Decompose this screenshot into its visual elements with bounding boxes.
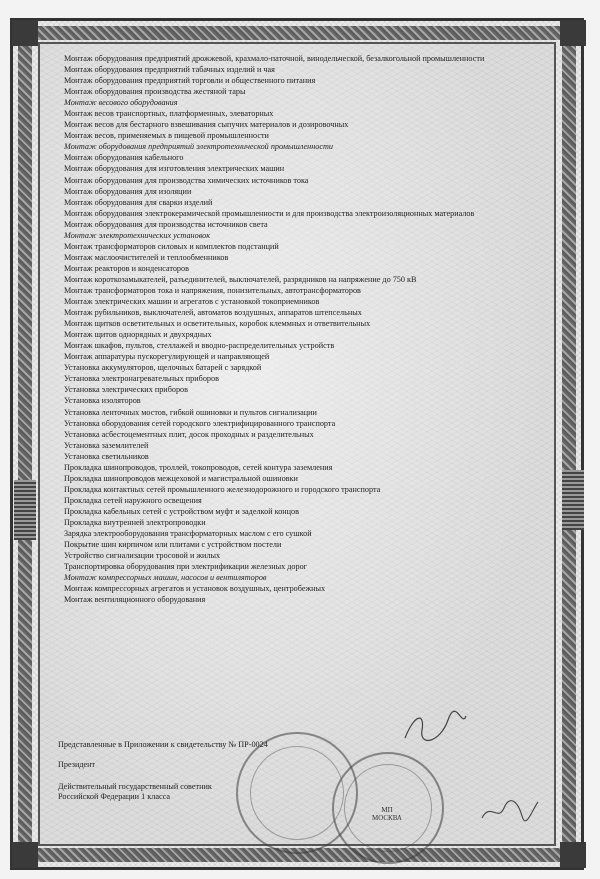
seal-text-top: МП [381, 806, 393, 814]
list-item: Установка электронагревательных приборов [64, 374, 219, 384]
corner-ornament-top-left [12, 20, 38, 46]
list-item: Монтаж реакторов и конденсаторов [64, 263, 189, 273]
list-item: Монтаж короткозамыкателей, разъединителей, выключателей, разрядников на напряжение до 750 кВ [64, 274, 417, 284]
list-item: Зарядка электрооборудования трансформаторных маслом с его сушкой [64, 529, 312, 539]
list-item: Установка аккумуляторов, щелочных батарей с зарядкой [64, 363, 262, 373]
list-item: Прокладка сетей наружного освещения [64, 495, 202, 505]
footer-president-label: Президент [58, 760, 96, 769]
list-item: Монтаж оборудования электрокерамической промышленности и для производства электроизоляционных материалов [64, 208, 475, 218]
list-item: Монтаж оборудования для изготовления электрических машин [64, 164, 285, 174]
list-item: Прокладка шинопроводов межцеховой и магистральной ошиновки [64, 473, 298, 483]
list-item: Монтаж оборудования предприятий торговли и общественного питания [64, 76, 316, 86]
list-item: Установка электрических приборов [64, 385, 189, 395]
list-item: Монтаж оборудования производства жестяной тары [64, 87, 246, 97]
list-item: Монтаж весов для бестарного взвешивания сыпучих материалов и дозировочных [64, 120, 349, 130]
signature-top [400, 708, 470, 748]
list-item: Монтаж оборудования кабельного [64, 153, 184, 163]
list-item: Установка изоляторов [64, 396, 141, 406]
list-item: Монтаж оборудования предприятий табачных изделий и чая [64, 65, 275, 75]
side-ornament-right [562, 470, 584, 530]
list-item: Монтаж весов, применяемых в пищевой промышленности [64, 131, 269, 141]
work-types-list [64, 53, 534, 605]
list-item: Монтаж трансформаторов тока и напряжения, понизительных, автотрансформаторов [64, 285, 361, 295]
list-item: Монтаж оборудования для производства химических источников тока [64, 175, 309, 185]
list-item: Монтаж оборудования предприятий электротехнической промышленности [64, 142, 334, 152]
corner-ornament-top-right [560, 20, 586, 46]
list-item: Монтаж маслоочистителей и теплообменников [64, 252, 229, 262]
list-item: Монтаж рубильников, выключателей, автоматов воздушных, аппаратов штепсельных [64, 308, 362, 318]
seal-text [352, 806, 422, 822]
list-item: Монтаж компрессорных агрегатов и установок воздушных, центробежных [64, 584, 326, 594]
list-item: Прокладка шинопроводов, троллей, токопроводов, сетей контура заземления [64, 462, 333, 472]
list-item: Прокладка контактных сетей промышленного железнодорожного и городского транспорта [64, 484, 381, 494]
list-item: Монтаж оборудования для изоляции [64, 186, 192, 196]
list-item: Установка ленточных мостов, гибкой ошиновки и пультов сигнализации [64, 407, 317, 417]
list-item: Монтаж оборудования для производства источников света [64, 219, 268, 229]
signature-bottom [480, 796, 540, 826]
list-item: Монтаж компрессорных машин, насосов и вентиляторов [64, 573, 267, 583]
list-item: Монтаж щитов однорядных и двухрядных [64, 330, 212, 340]
list-item: Установка светильников [64, 451, 149, 461]
list-item: Монтаж весов транспортных, платформенных, элеваторных [64, 109, 274, 119]
list-item: Транспортировка оборудования при электрификации железных дорог [64, 562, 308, 572]
list-item: Прокладка кабельных сетей с устройством муфт и заделкой концов [64, 506, 300, 516]
list-item: Монтаж шкафов, пультов, стеллажей и вводно-распределительных устройств [64, 341, 335, 351]
list-item: Монтаж щитков осветительных и осветительных, коробок клеммных и ответвительных [64, 319, 371, 329]
list-item: Установка оборудования сетей городского электрифицированного транспорта [64, 418, 336, 428]
corner-ornament-bottom-left [12, 842, 38, 868]
list-item: Монтаж оборудования предприятий дрожжевой, крахмало-паточной, винодельческой, безалкогольной промышленности [64, 54, 485, 63]
list-item: Устройство сигнализации тросовой и жилых [64, 551, 221, 561]
list-item: Монтаж оборудования для сварки изделий [64, 197, 213, 207]
list-item: Монтаж электротехнических установок [64, 230, 211, 240]
list-item: Монтаж трансформаторов силовых и комплектов подстанций [64, 241, 279, 251]
list-item: Установка заземлителей [64, 440, 149, 450]
side-ornament-left [14, 480, 36, 540]
list-item: Монтаж аппаратуры пускорегулирующей и направляющей [64, 352, 270, 362]
footer-signatory-title: Действительный государственный советник [58, 782, 212, 791]
list-item: Монтаж весового оборудования [64, 98, 178, 108]
seal-text-bottom: МОСКВА [372, 814, 402, 822]
footer-reference: Представленные в Приложении к свидетельству № ПР-0024 [58, 740, 268, 749]
list-item: Покрытие шин кирпичом или плитами с устройством постели [64, 540, 282, 550]
footer-signatory-rank: Российской Федерации 1 класса [58, 792, 170, 801]
corner-ornament-bottom-right [560, 842, 586, 868]
list-item: Монтаж вентиляционного оборудования [64, 595, 206, 605]
list-item: Монтаж электрических машин и агрегатов с установкой токоприемников [64, 297, 320, 307]
list-item: Установка асбестоцементных плит, досок проходных и разделительных [64, 429, 314, 439]
list-item: Прокладка внутренней электропроводки [64, 517, 206, 527]
